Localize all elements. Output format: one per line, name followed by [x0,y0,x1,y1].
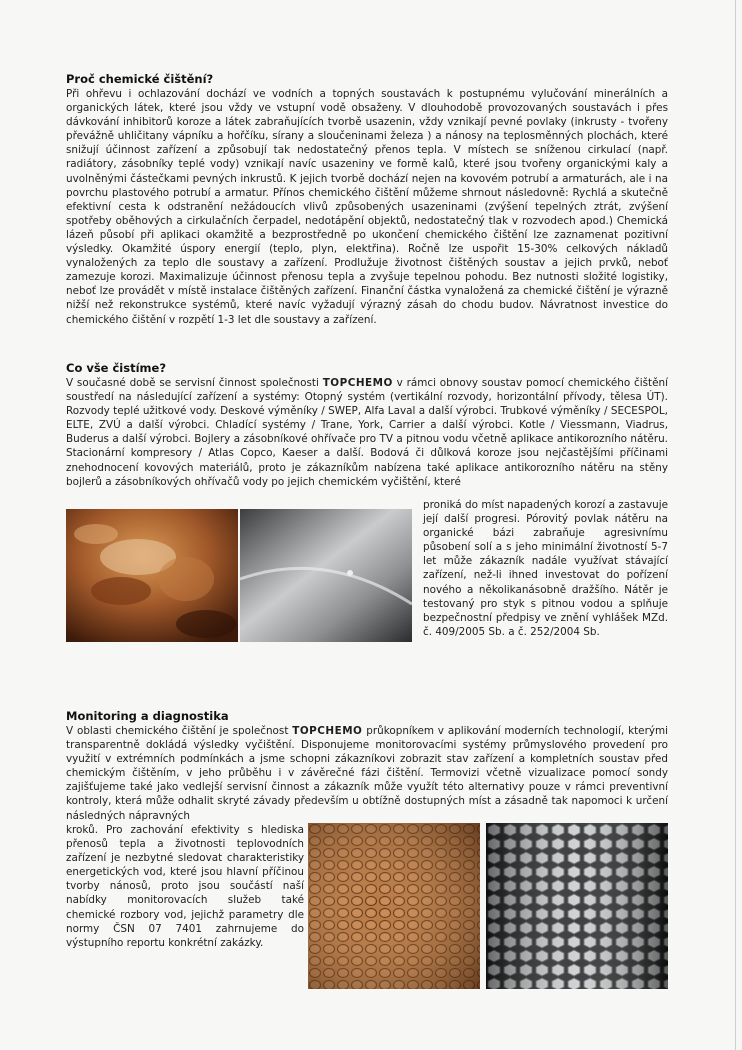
section-heading-what-we-clean: Co vše čistíme? [66,361,166,375]
photo-clean-heat-exchanger [486,823,668,989]
photo-coated-tank-interior [240,509,412,642]
photo-corroded-boiler [66,509,238,642]
section-heading-why: Proč chemické čištění? [66,72,214,86]
section-heading-monitoring: Monitoring a diagnostika [66,709,229,723]
side-paragraph-coating: proniká do míst napadených korozí a zastavuje její další progresi. Pórovitý povlak nátěru na organické bázi zabraňuje agresivnímu působení solí a s jeho minimální životností 5-7 let může zákazník nadále využívat stávající zařízení, než-li ihned investovat do pořízení nového a několikanásobně dražšího. Nátěr je testovaný pro styk s pitnou vodou a splňuje bezpečnostní předpisy ve znění vyhlášek MZd. č. 409/2005 Sb. a č. 252/2004 Sb. [423,499,668,638]
intro-text-after: v rámci obnovy soustav pomocí chemického čištění soustředí na následující zařízení a systémy: Otopný systém (vertikální rozvody, horizontální přívody, tělesa ÚT). Rozvody teplé užitkové vody. Deskové výměníky / SWEP, Alfa Laval a další výrobci. Trubkové výměníky / SECESPOL, ELTE, ZVÚ a další výrobci. Chladící systémy / Trane, York, Carrier a další výrobci. Kotle / Viessmann, Viadrus, Buderus a další výrobci. Bojlery a zásobníkové ohřívače pro TV a pitnou vodu včetně aplikace antikorozního nátěru. Stacionární kompresory / Atlas Copco, Kaeser a další. Bodová či důlková koroze jsou nejčastějšími příčinami znehodnocení kovových materiálů, proto je zákazníkům nabízena také aplikace antikorozního nátěru na stěny bojlerů a zásobníkových ohřívačů vody po jejich chemickém vyčištění, které [66,377,668,488]
intro-text-before: V oblasti chemického čištění je společnost [66,725,293,737]
page-edge-line [735,0,736,1050]
intro-text-after: průkopníkem v aplikování moderních technologií, kterými transparentně dokládá výsledky vyčištění. Disponujeme monitorovacími systémy průmyslového provedení pro využití v extrémních podmínkách a jsme schopni zákazníkovi zobrazit stav zařízení a kompletních soustav před chemickým čištěním, v jeho průběhu i v závěrečné fázi čištění. Termovizi včetně vizualizace pomocí sondy zajišťujeme také jako vedlejší servisní činnost a zákazník může využít této alternativy pouze v rámci preventivní kontroly, která může odhalit skryté závady především u obtížně dostupných míst a zásadně tak napomoci k určení následných nápravných [66,725,668,822]
section-paragraph-monitoring [66,724,668,823]
section-paragraph-what-we-clean [66,376,668,489]
intro-text-before: V současné době se servisní činnost společnosti [66,377,323,389]
brand-name: TOPCHEMO [292,725,363,737]
brand-name: TOPCHEMO [322,377,393,389]
photo-scaled-heat-exchanger [308,823,480,989]
section-paragraph-why: Při ohřevu i ochlazování dochází ve vodních a topných soustavách k postupnému vylučování minerálních a organických látek, které jsou vždy ve vstupní vodě obsaženy. V dlouhodobě provozovaných soustavách i přes dávkování inhibitorů koroze a látek zabraňujících tvorbě usazenin, vždy vznikají pevné povlaky (inkrusty - tvořeny převážně uhličitany vápníku a hořčíku, sírany a sloučeninami železa ) a nánosy na teplosměnných plochách, které snižují účinnost zařízení a způsobují tak nedostatečný přenos tepla. V místech se sníženou cirkulací (např. radiátory, zásobníky teplé vody) vznikají navíc usazeniny ve formě kalů, které jsou tvořeny organickými kaly a uvolněnými částečkami pevných inkrustů. K jejich tvorbě dochází nejen na kovovém potrubí a armaturách, ale i na povrchu plastového potrubí a armatur. Přínos chemického čištění můžeme shrnout následovně: Rychlá a skutečně efektivní cesta k odstranění nežádoucích vlivů způsobených usazeninami (zvýšení tepelných ztrát, zvýšení spotřeby oběhových a cirkulačních čerpadel, nedotápění objektů, nedostatečný tlak v rozvodech apod.) Chemická lázeň působí při aplikaci okamžitě a bezprostředně po ukončení chemického čištění lze zaznamenat pozitivní výsledky. Okamžité úspory energií (teplo, plyn, elektřina). Ročně lze uspořit 15-30% celkových nákladů vynaložených za teplo dle soustavy a zařízení. Prodlužuje životnost čištěných soustav a jejich prvků, neboť zamezuje korozi. Maximalizuje účinnost přenosu tepla a zvyšuje tepelnou pohodu. Bez nutnosti složité logistiky, neboť lze provádět v místě instalace čištěných zařízení. Finanční částka vynaložená za chemické čištění je výrazně nižší než rekonstrukce systémů, které navíc vyžadují výrazný zásah do chodu budov. Návratnost investice do chemického čištění v rozpětí 1-3 let dle soustavy a zařízení. [66,88,668,326]
side-paragraph-analysis: kroků. Pro zachování efektivity s hlediska přenosů tepla a životnosti teplovodních zařízení je nezbytné sledovat charakteristiky energetických vod, které jsou hlavní příčinou tvorby nánosů, proto jsou součástí naší nabídky monitorovacích služeb také chemické rozbory vod, jejichž parametry dle normy ČSN 07 7401 zahrnujeme do výstupního reportu konkrétní zakázky. [66,824,304,949]
